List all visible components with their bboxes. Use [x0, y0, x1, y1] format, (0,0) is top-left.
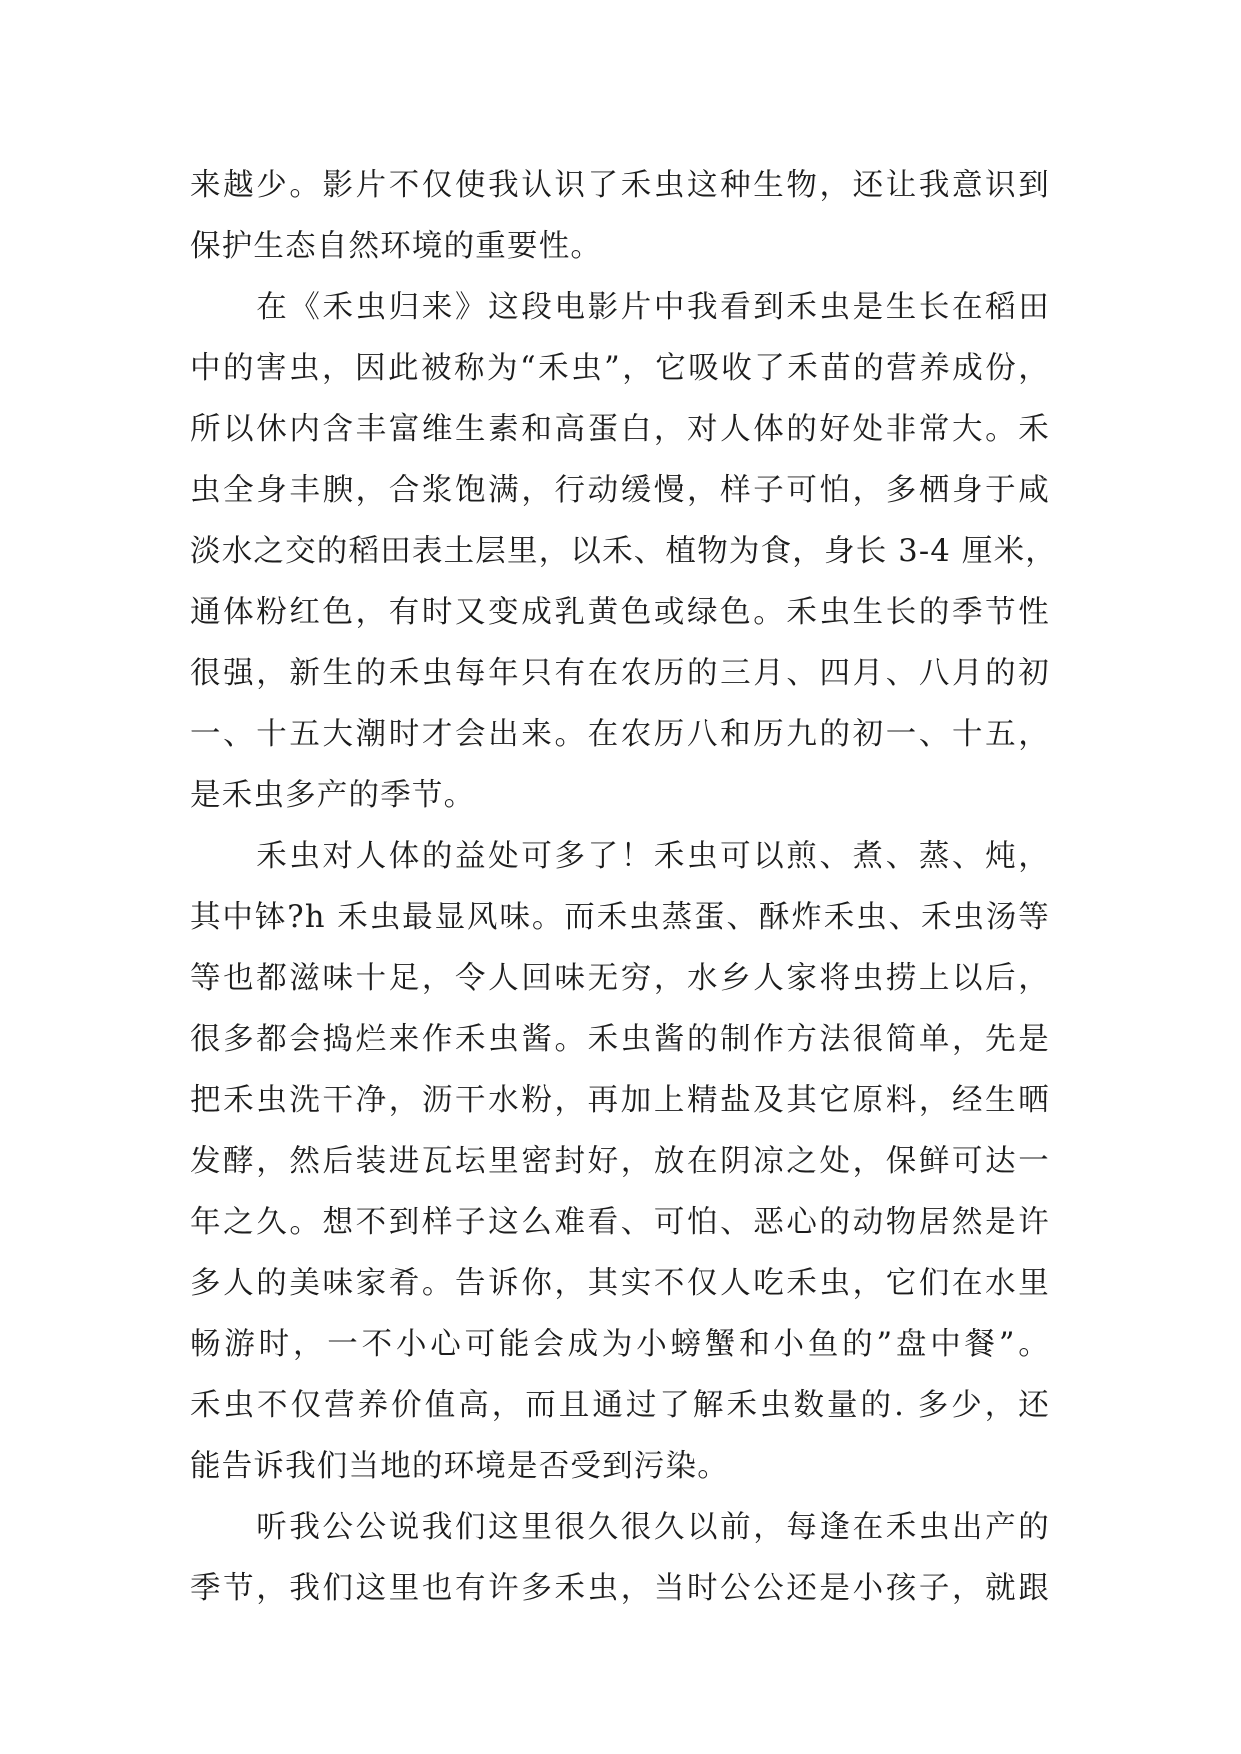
text-line: 很强，新生的禾虫每年只有在农历的三月、四月、八月的初: [190, 656, 1050, 691]
text-line: 通体粉红色，有时又变成乳黄色或绿色。禾虫生长的季节性: [190, 595, 1050, 630]
text-line: 多人的美味家肴。告诉你，其实不仅人吃禾虫，它们在水里: [190, 1266, 1050, 1301]
text-line: 等也都滋味十足，令人回味无穷，水乡人家将虫捞上以后，: [190, 961, 1050, 996]
text-line: 能告诉我们当地的环境是否受到污染。: [190, 1449, 729, 1484]
text-line: 来越少。影片不仅使我认识了禾虫这种生物，还让我意识到: [190, 168, 1050, 203]
body-text: [190, 155, 1058, 1619]
text-line: 年之久。想不到样子这么难看、可怕、恶心的动物居然是许: [190, 1205, 1050, 1240]
text-line: 畅游时，一不小心可能会成为小螃蟹和小鱼的”盘中餐”。: [190, 1327, 1050, 1362]
text-line: 淡水之交的稻田表土层里，以禾、植物为食，身长 3-4 厘米，: [190, 534, 1058, 569]
text-line: 发酵，然后装进瓦坛里密封好，放在阴凉之处，保鲜可达一: [190, 1144, 1050, 1179]
text-line: 听我公公说我们这里很久很久以前，每逢在禾虫出产的: [190, 1510, 1050, 1545]
text-line: 季节，我们这里也有许多禾虫，当时公公还是小孩子，就跟: [190, 1571, 1050, 1606]
text-line: 很多都会捣烂来作禾虫酱。禾虫酱的制作方法很简单，先是: [190, 1022, 1050, 1057]
text-line: 把禾虫洗干净，沥干水粉，再加上精盐及其它原料，经生晒: [190, 1083, 1050, 1118]
text-line: 中的害虫，因此被称为“禾虫”，它吸收了禾苗的营养成份，: [190, 351, 1050, 386]
text-line: 其中钵?h 禾虫最显风味。而禾虫蒸蛋、酥炸禾虫、禾虫汤等: [190, 900, 1050, 935]
text-line: 禾虫对人体的益处可多了！禾虫可以煎、煮、蒸、炖，: [190, 839, 1050, 874]
text-line: 禾虫不仅营养价值高，而且通过了解禾虫数量的. 多少，还: [190, 1388, 1050, 1423]
text-line: 在《禾虫归来》这段电影片中我看到禾虫是生长在稻田: [190, 290, 1050, 325]
text-line: 虫全身丰腴，合浆饱满，行动缓慢，样子可怕，多栖身于咸: [190, 473, 1050, 508]
text-line: 所以休内含丰富维生素和高蛋白，对人体的好处非常大。禾: [190, 412, 1050, 447]
text-line: 是禾虫多产的季节。: [190, 778, 476, 813]
text-line: 保护生态自然环境的重要性。: [190, 229, 603, 264]
text-line: 一、十五大潮时才会出来。在农历八和历九的初一、十五，: [190, 717, 1050, 752]
